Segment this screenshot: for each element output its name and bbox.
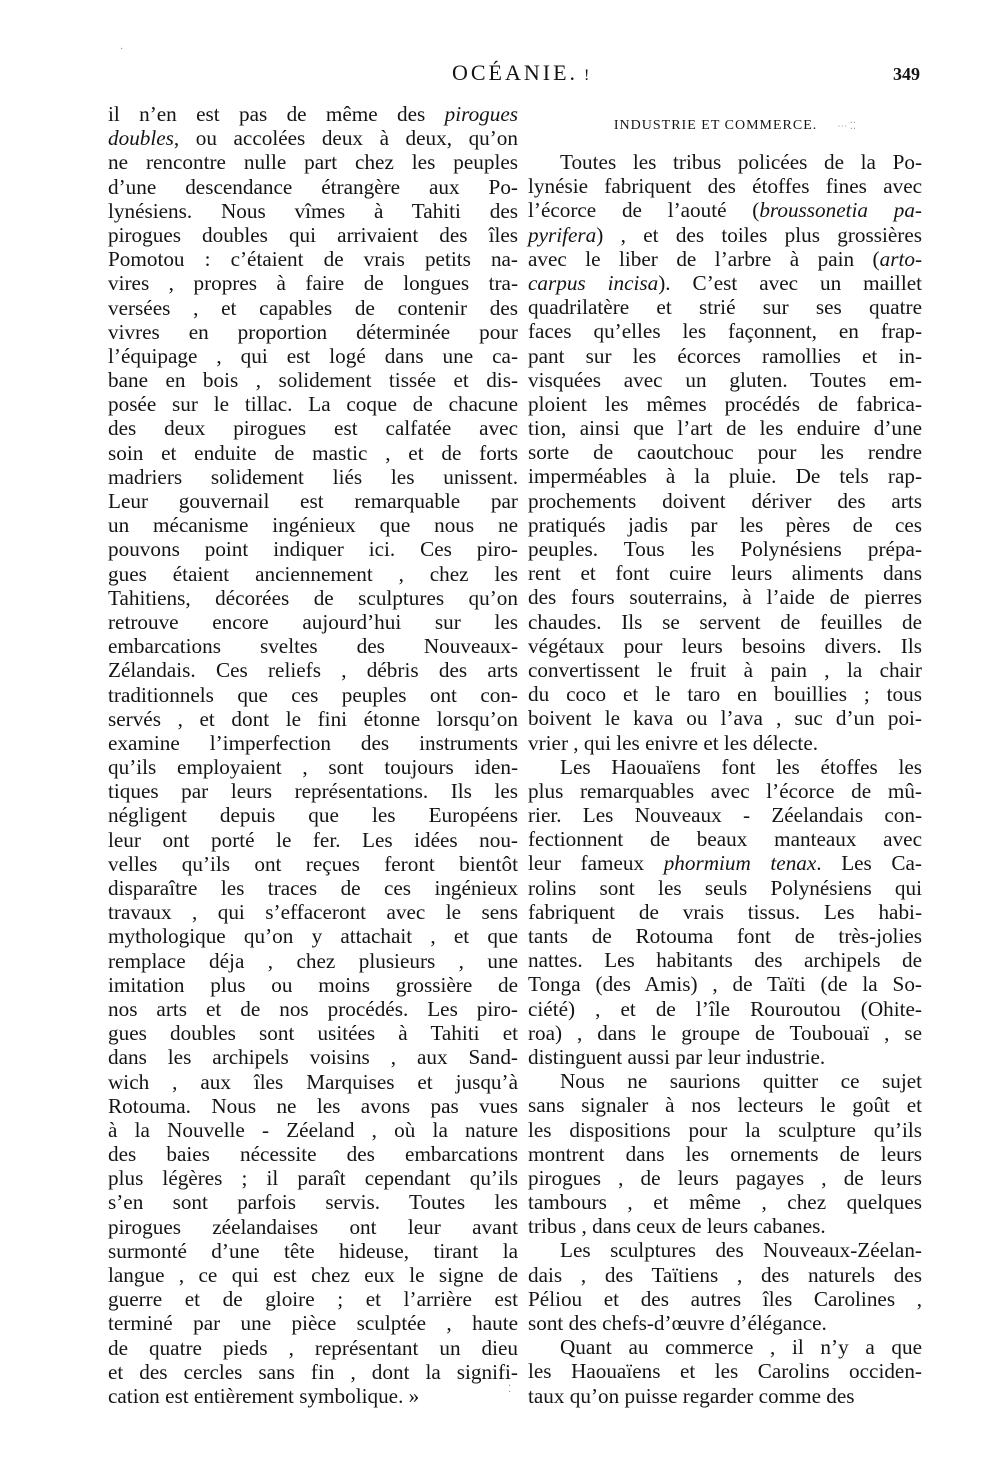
text-line [108,707,518,731]
text-line [528,1287,922,1311]
text-run: pirogues , de leurs pagayes , de leurs [528,1165,922,1190]
text-run: leur fameux [528,851,664,876]
text-line [108,1070,518,1094]
section-heading-text: INDUSTRIE ET COMMERCE. [613,118,818,133]
text-line [528,803,922,827]
text-run: rier. Les Nouveaux - Zéelandais con- [528,803,922,828]
text-line [108,562,518,586]
text-run: des fours souterrains, à l’aide de pierres [528,585,922,610]
text-line [108,586,518,610]
text-run: tion, ainsi que l’art de les enduire d’une [528,416,922,441]
text-run: s’en sont parfois servis. Toutes les [108,1190,518,1215]
text-run: pant sur les écorces ramollies et in- [528,343,922,368]
text-run: Rotouma. Nous ne les avons pas vues [108,1093,518,1118]
text-line [528,392,922,416]
text-line [528,585,922,609]
italic-term: pirogues [444,102,518,126]
text-line [108,1021,518,1045]
print-speck: ⁚ [508,1384,512,1395]
running-title-text: OCÉANIE. [452,60,579,85]
text-line [528,1118,922,1142]
text-line [528,706,922,730]
text-line [108,247,518,271]
text-run: visquées avec un gluten. Toutes em- [528,367,922,392]
text-run: Toutes les tribus policées de la Po- [560,150,922,174]
text-run: madriers solidement liés les unissent. [108,464,518,489]
print-smudge: ⋯ ⁚⁚ [837,121,857,132]
text-run: Pomotou : c’étaient de vrais petits na- [108,247,518,272]
text-run: soin et enduite de mastic , et de forts [108,440,518,465]
text-run: distinguent aussi par leur industrie. [528,1044,826,1069]
text-run: retrouve encore aujourd’hui sur les [108,609,518,634]
text-line [108,344,518,368]
running-title-mark: ! [584,67,590,84]
text-line [528,368,922,392]
text-line [528,610,922,634]
text-line [108,1384,518,1408]
text-line [528,924,922,948]
text-line [528,682,922,706]
text-line [108,175,518,199]
text-line [108,949,518,973]
text-run: examine l’imperfection des instruments [108,730,518,755]
text-line [108,1215,518,1239]
text-run: négligent depuis que les Européens [108,803,518,828]
text-run: ) , et des toiles plus grossières [596,222,922,247]
text-line [528,1093,922,1117]
text-line [528,513,922,537]
text-line [108,683,518,707]
text-line [528,900,922,924]
text-line [528,198,922,222]
text-line [528,1384,922,1408]
text-line [528,755,922,779]
text-run: nos arts et de nos procédés. Les piro- [108,996,518,1021]
text-run: qu’ils employaient , sont toujours iden- [108,755,518,780]
italic-term: phormium tenax [663,851,817,876]
text-line [108,392,518,416]
text-run: à la Nouvelle - Zéeland , où la nature [108,1117,518,1142]
text-run: mythologique qu’on y attachait , et que [108,924,518,949]
text-run: ). C’est avec un maillet [658,270,922,295]
text-run: peuples. Tous les Polynésiens prépa- [528,537,922,561]
text-run: quadrilatère et strié sur ses quatre [528,295,922,320]
text-run: convertissent le fruit à pain , la chair [528,657,922,682]
text-run: cation est entièrement symbolique. » [108,1383,420,1408]
text-run: ploient les mêmes procédés de fabrica- [528,391,922,416]
text-run: travaux , qui s’effaceront avec le sens [108,900,518,925]
text-run: végétaux pour leurs besoins divers. Ils [528,633,922,658]
text-line [108,199,518,223]
text-run: velles qu’ils ont reçues feront bientôt [108,851,518,876]
text-line [108,513,518,537]
italic-term: doubles [108,126,174,151]
italic-term: broussonetia pa- [759,198,922,223]
text-run: bane en bois , solidement tissée et dis- [108,368,518,393]
text-run: les Haouaïens et les Carolins occiden- [528,1359,922,1384]
text-line [528,295,922,319]
text-line [108,1190,518,1214]
text-line [528,247,922,271]
text-line [108,924,518,948]
text-line [108,150,518,174]
text-run: . Les Ca- [816,851,922,876]
text-line [108,1045,518,1069]
text-line [528,319,922,343]
text-run: leur ont porté le fer. Les idées nou- [108,827,518,852]
text-line [528,223,922,247]
text-line [528,658,922,682]
text-line [528,150,922,174]
text-line [108,1287,518,1311]
text-line [108,731,518,755]
text-run: terminé par une pièce sculptée , haute [108,1311,518,1336]
text-run: de quatre pieds , représentant un dieu [108,1335,518,1360]
text-run: sont des chefs-d’œuvre d’élégance. [528,1311,827,1335]
text-run: avec le liber de l’arbre à pain ( [528,246,880,271]
text-run: langue , ce qui est chez eux le signe de [108,1263,518,1287]
text-run: il n’en est pas de même des [108,102,445,126]
text-line [528,731,922,755]
text-line [528,634,922,658]
text-run: Leur gouvernail est remarquable par [108,489,518,513]
text-run: sorte de caoutchouc pour les rendre [528,440,922,465]
print-speck: · [120,44,124,55]
text-run: boivent le kava ou l’ava , suc d’un poi- [528,706,922,731]
text-run: du coco et le taro en bouillies ; tous [528,682,922,707]
text-line [528,1359,922,1383]
text-run: surmonté d’une tête hideuse, tirant la [108,1238,518,1263]
text-run: des baies nécessite des embarcations [108,1142,518,1167]
text-run: gues doubles sont usitées à Tahiti et [108,1021,518,1046]
text-line [528,876,922,900]
text-line [108,416,518,440]
text-run: plus remarquables avec l’écorce de mû- [528,778,922,803]
text-run: posée sur le tillac. La coque de chacune [108,392,518,417]
text-run: tiques par leurs représentations. Ils les [108,779,518,804]
text-line [528,779,922,803]
text-line [528,997,922,1021]
text-run: fabriquent de vrais tissus. Les habi- [528,899,922,924]
text-line [528,851,922,875]
text-run: Tahitiens, décorées de sculptures qu’on [108,585,518,610]
text-run: tribus , dans ceux de leurs cabanes. [528,1214,826,1239]
text-line [108,1311,518,1335]
text-line [108,368,518,392]
text-line [108,1263,518,1287]
text-run: Les Haouaïens font les étoffes les [560,754,922,779]
text-line [108,610,518,634]
left-column [108,102,518,1408]
text-run: Les sculptures des Nouveaux-Zéelan- [560,1238,922,1263]
text-line [528,1166,922,1190]
page-number: 349 [893,64,920,84]
text-run: , ou accolées deux à deux, qu’on [173,126,518,151]
text-run: tants de Rotouma font de très-jolies [528,924,922,948]
text-line [528,1045,922,1069]
text-run: nattes. Les habitants des archipels de [528,948,922,973]
right-column [528,112,922,1408]
text-run: fectionnent de beaux manteaux avec [528,827,922,852]
text-line [108,1336,518,1360]
text-run: Quant au commerce , il n’y a que [560,1335,922,1360]
text-line [108,1239,518,1263]
text-run: taux qu’on puisse regarder comme des [528,1383,855,1408]
text-line [528,1069,922,1093]
text-run: pouvons point indiquer ici. Ces piro- [108,537,518,562]
text-line [108,900,518,924]
text-line [528,1021,922,1045]
text-run: Nous ne saurions quitter ce sujet [560,1069,922,1094]
text-run: les dispositions pour la sculpture qu’ils [528,1117,922,1142]
text-line [528,1190,922,1214]
text-run: imperméables à la pluie. De tels rap- [528,464,922,489]
text-run: gues étaient anciennement , chez les [108,561,518,586]
text-line [108,755,518,779]
text-run: vrier , qui les enivre et les délecte. [528,730,819,755]
text-line [108,779,518,803]
text-line [108,271,518,295]
text-line [108,828,518,852]
text-line [108,634,518,658]
text-line [108,1360,518,1384]
text-run: rolins sont les seuls Polynésiens qui [528,875,922,900]
running-title [452,60,589,86]
text-line [528,948,922,972]
section-heading [528,112,922,150]
text-run: dans les archipels voisins , aux Sand- [108,1045,518,1070]
text-run: pirogues doubles qui arrivaient des îles [108,222,518,247]
text-run: servés , et dont le fini étonne lorsqu’on [108,706,518,731]
text-run: prochements doivent dériver des arts [528,488,922,513]
italic-term: pyrifera [528,222,597,247]
text-run: guerre et de gloire ; et l’arrière est [108,1287,518,1312]
text-run: disparaître les traces de ces ingénieux [108,876,518,900]
text-run: Péliou et des autres îles Carolines , [528,1286,922,1311]
text-line [108,1142,518,1166]
text-run: versées , et capables de contenir des [108,295,518,320]
text-run: rent et font cuire leurs aliments dans [528,561,922,586]
text-run: imitation plus ou moins grossière de [108,972,518,997]
text-line [108,223,518,247]
text-line [108,803,518,827]
text-line [108,973,518,997]
text-line [108,489,518,513]
text-line [528,344,922,368]
text-run: lynésie fabriquent des étoffes fines avec [528,174,922,199]
text-run: plus légères ; il paraît cependant qu’ils [108,1166,518,1191]
text-line [528,174,922,198]
text-run: tambours , et même , chez quelques [528,1190,922,1215]
text-line [528,827,922,851]
text-line [528,1263,922,1287]
text-run: des deux pirogues est calfatée avec [108,416,518,441]
text-line [528,489,922,513]
italic-term: carpus incisa [528,270,659,295]
text-run: vires , propres à faire de longues tra- [108,271,518,296]
text-line [108,1094,518,1118]
text-line [528,1214,922,1238]
text-run: un mécanisme ingénieux que nous ne [108,513,518,538]
text-run: et des cercles sans fin , dont la signifi- [108,1359,518,1384]
text-line [108,997,518,1021]
text-run: remplace déja , chez plusieurs , une [108,948,518,973]
text-line [528,271,922,295]
text-run: faces qu’elles les façonnent, en frap- [528,319,922,344]
text-run: vivres en proportion déterminée pour [108,319,518,344]
text-run: montrent dans les ornements de leurs [528,1141,922,1166]
text-line [108,465,518,489]
text-run: ne rencontre nulle part chez les peuples [108,150,518,175]
text-line [528,537,922,561]
text-run: ciété) , et de l’île Rouroutou (Ohite- [528,996,922,1021]
italic-term: arto- [879,246,922,271]
text-run: traditionnels que ces peuples ont con- [108,682,518,707]
text-run: l’écorce de l’aouté ( [528,198,760,223]
text-run: pirogues zéelandaises ont leur avant [108,1214,518,1239]
text-line [528,1238,922,1262]
text-line [528,440,922,464]
text-run: l’équipage , qui est logé dans une ca- [108,343,518,368]
text-run: embarcations sveltes des Nouveaux- [108,634,518,659]
text-line [108,876,518,900]
text-line [108,658,518,682]
text-run: wich , aux îles Marquises et jusqu’à [108,1069,518,1094]
text-run: sans signaler à nos lecteurs le goût et [528,1093,922,1118]
text-line [108,537,518,561]
text-line [108,102,518,126]
text-run: Zélandais. Ces reliefs , débris des arts [108,658,518,683]
text-line [108,1166,518,1190]
text-line [108,441,518,465]
text-line [108,1118,518,1142]
text-run: d’une descendance étrangère aux Po- [108,174,518,199]
text-line [108,296,518,320]
text-line [528,1311,922,1335]
text-run: roa) , dans le groupe de Toubouaï , se [528,1020,922,1045]
text-run: pratiqués jadis par les pères de ces [528,512,922,537]
text-line [528,1335,922,1359]
text-line [108,126,518,150]
text-line [528,464,922,488]
text-line [108,852,518,876]
text-line [528,1142,922,1166]
text-run: Tonga (des Amis) , de Taïti (de la So- [528,972,922,997]
text-line [528,416,922,440]
text-run: dais , des Taïtiens , des naturels des [528,1262,922,1287]
text-line [528,561,922,585]
text-line [108,320,518,344]
text-line [528,972,922,996]
text-run: chaudes. Ils se servent de feuilles de [528,609,922,634]
text-run: lynésiens. Nous vîmes à Tahiti des [108,198,518,223]
